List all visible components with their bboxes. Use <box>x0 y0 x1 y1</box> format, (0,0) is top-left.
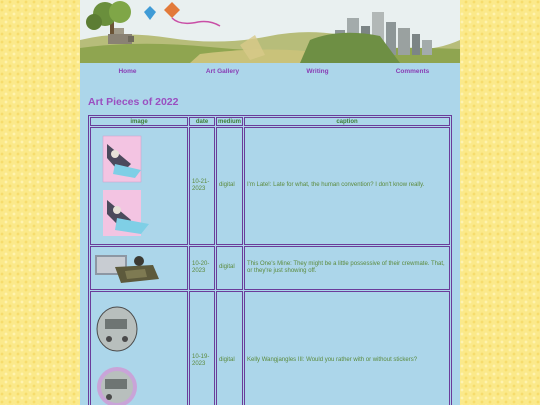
medium-cell: digital <box>216 246 243 290</box>
image-cell <box>90 291 188 405</box>
banner-landscape-image <box>80 0 460 63</box>
medium-cell: digital <box>216 291 243 405</box>
table-row <box>90 246 450 290</box>
page-container <box>80 0 460 405</box>
image-cell <box>90 127 188 245</box>
table-row <box>90 291 450 405</box>
column-header-date: date <box>189 117 215 126</box>
date-cell: 10-20-2023 <box>189 246 215 290</box>
main-nav <box>80 63 460 79</box>
date-cell: 10-21-2023 <box>189 127 215 245</box>
nav-link-writing[interactable]: Writing <box>306 67 329 75</box>
nav-link-comments[interactable]: Comments <box>395 67 430 75</box>
image-cell <box>90 246 188 290</box>
header-banner <box>80 0 460 63</box>
table-row <box>90 127 450 245</box>
column-header-medium: medium <box>218 118 242 125</box>
caption-cell: Kelly Wangjangles III: Would you rather with or without stickers? <box>244 291 450 405</box>
artwork-thumbnail-kelly-wangjangles-2[interactable] <box>95 361 159 405</box>
nav-link-art-gallery[interactable]: Art Gallery <box>205 67 240 75</box>
table-header-row <box>90 117 450 126</box>
art-table <box>88 115 452 405</box>
artwork-thumbnail-kelly-wangjangles-1[interactable] <box>95 295 159 359</box>
column-header-image: image <box>90 117 188 126</box>
nav-link-home[interactable]: Home <box>118 67 137 75</box>
date-cell: 10-19-2023 <box>189 291 215 405</box>
medium-cell: digital <box>216 127 243 245</box>
caption-cell: This One's Mine: They might be a little possessive of their crewmate. That, or they're just showing off. <box>244 246 450 290</box>
column-header-caption: caption <box>244 117 450 126</box>
page-title: Art Pieces of 2022 <box>88 96 179 108</box>
artwork-thumbnail-im-late-2[interactable] <box>101 188 151 238</box>
artwork-thumbnail-im-late-1[interactable] <box>101 134 145 184</box>
caption-cell: I'm Late!: Late for what, the human convention? I don't know really. <box>244 127 450 245</box>
artwork-thumbnail-this-ones-mine[interactable] <box>95 249 161 287</box>
